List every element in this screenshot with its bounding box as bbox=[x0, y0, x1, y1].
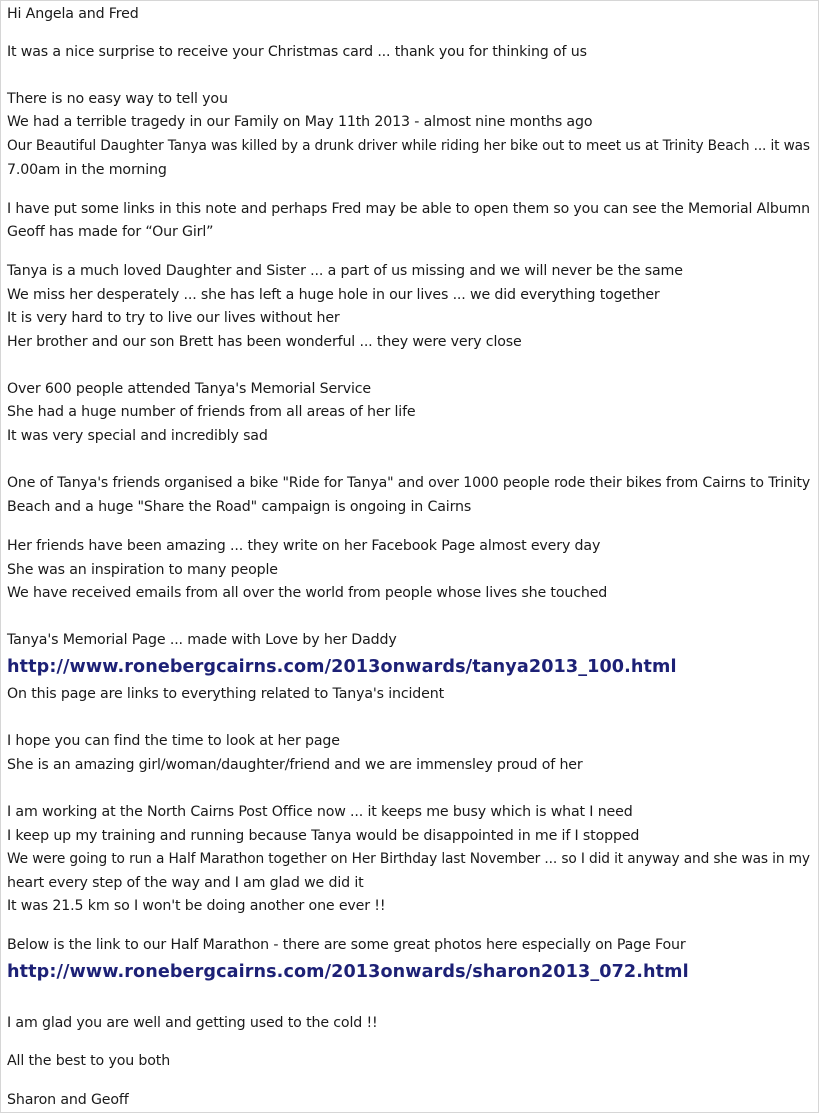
paragraph-line: We have received emails from all over the world from people whose lives she touched bbox=[7, 585, 608, 601]
paragraph-thanks: It was a nice surprise to receive your Christmas card ... thank you for thinking of us bbox=[7, 44, 587, 60]
greeting-line: Hi Angela and Fred bbox=[7, 6, 139, 22]
paragraph-line: 7.00am in the morning bbox=[7, 162, 167, 178]
paragraph-line: She was an inspiration to many people bbox=[7, 562, 278, 578]
paragraph-line: Tanya's Memorial Page ... made with Love by her Daddy bbox=[7, 632, 397, 648]
paragraph-line: I am working at the North Cairns Post Office now ... it keeps me busy which is what I need bbox=[7, 804, 633, 820]
paragraph-line: I hope you can find the time to look at her page bbox=[7, 733, 340, 749]
paragraph-line: We miss her desperately ... she has left a huge hole in our lives ... we did everything together bbox=[7, 287, 660, 303]
paragraph-line: One of Tanya's friends organised a bike "Ride for Tanya" and over 1000 people rode their bikes from Cairns to Trinity bbox=[7, 475, 811, 491]
paragraph-line: I am glad you are well and getting used to the cold !! bbox=[7, 1015, 378, 1031]
paragraph-line: There is no easy way to tell you bbox=[7, 91, 228, 107]
paragraph-line: On this page are links to everything related to Tanya's incident bbox=[7, 686, 444, 702]
paragraph-line: Her friends have been amazing ... they write on her Facebook Page almost every day bbox=[7, 538, 601, 554]
closing-line: All the best to you both bbox=[7, 1053, 171, 1069]
paragraph-line: It was 21.5 km so I won't be doing another one ever !! bbox=[7, 898, 386, 914]
paragraph-line: I have put some links in this note and perhaps Fred may be able to open them so you can see the Memorial Albumn bbox=[7, 201, 810, 217]
paragraph-line: It is very hard to try to live our lives without her bbox=[7, 310, 340, 326]
paragraph-line: Tanya is a much loved Daughter and Sister ... a part of us missing and we will never be the same bbox=[7, 263, 683, 279]
signature-line: Sharon and Geoff bbox=[7, 1092, 129, 1108]
paragraph-line: Over 600 people attended Tanya's Memorial Service bbox=[7, 381, 371, 397]
paragraph-line: It was very special and incredibly sad bbox=[7, 428, 268, 444]
paragraph-line: Below is the link to our Half Marathon - there are some great photos here especially on Page Four bbox=[7, 937, 686, 953]
paragraph-line: Geoff has made for “Our Girl” bbox=[7, 224, 214, 240]
paragraph-line: She is an amazing girl/woman/daughter/friend and we are immensley proud of her bbox=[7, 757, 583, 773]
paragraph-line: Our Beautiful Daughter Tanya was killed by a drunk driver while riding her bike out to meet us at Trinity Beach ... it was bbox=[7, 138, 810, 154]
paragraph-line: We were going to run a Half Marathon together on Her Birthday last November ... so I did it anyway and she was in my bbox=[7, 851, 810, 867]
memorial-page-link[interactable]: http://www.ronebergcairns.com/2013onwards/tanya2013_100.html bbox=[7, 657, 677, 677]
paragraph-line: Her brother and our son Brett has been wonderful ... they were very close bbox=[7, 334, 522, 350]
paragraph-line: We had a terrible tragedy in our Family on May 11th 2013 - almost nine months ago bbox=[7, 114, 593, 130]
paragraph-line: I keep up my training and running because Tanya would be disappointed in me if I stopped bbox=[7, 828, 640, 844]
paragraph-line: Beach and a huge "Share the Road" campaign is ongoing in Cairns bbox=[7, 499, 472, 515]
paragraph-line: heart every step of the way and I am glad we did it bbox=[7, 875, 364, 891]
paragraph-line: She had a huge number of friends from all areas of her life bbox=[7, 404, 416, 420]
half-marathon-link[interactable]: http://www.ronebergcairns.com/2013onwards/sharon2013_072.html bbox=[7, 962, 689, 982]
